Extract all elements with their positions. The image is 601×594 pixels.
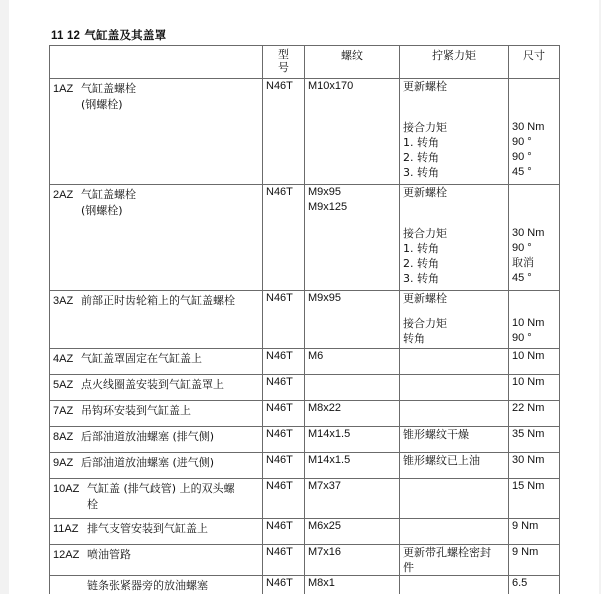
table-header-row (50, 46, 560, 79)
cell-description: 1AZ 气缸盖螺栓 (钢螺栓) (50, 79, 263, 185)
table-row (50, 479, 560, 519)
cell-thread: M9x95 (305, 291, 400, 349)
cell-description: 7AZ 吊钩环安装到气缸盖上 (50, 401, 263, 427)
cell-model: N46T (263, 576, 305, 594)
table-row (50, 545, 560, 576)
cell-size: 22 Nm (509, 401, 560, 427)
cell-torque: 锥形螺纹已上油 (400, 453, 509, 479)
cell-model: N46T (263, 545, 305, 576)
table-row (50, 519, 560, 545)
cell-model: N46T (263, 401, 305, 427)
cell-size: 30 Nm (509, 453, 560, 479)
cell-thread: M14x1.5 (305, 453, 400, 479)
cell-model: N46T (263, 427, 305, 453)
cell-size: 10 Nm (509, 375, 560, 401)
cell-thread: M10x170 (305, 79, 400, 185)
cell-size: 30 Nm 90 ° 取消 45 ° (509, 185, 560, 291)
cell-thread: M9x95 M9x125 (305, 185, 400, 291)
cell-description: 11AZ 排气支管安装到气缸盖上 (50, 519, 263, 545)
cell-model: N46T (263, 79, 305, 185)
header-thread: 螺纹 (305, 46, 400, 79)
table-row (50, 185, 560, 291)
cell-model: N46T (263, 185, 305, 291)
cell-size: 30 Nm 90 ° 90 ° 45 ° (509, 79, 560, 185)
cell-torque (400, 375, 509, 401)
cell-model: N46T (263, 349, 305, 375)
table-row (50, 427, 560, 453)
table-row (50, 291, 560, 349)
cell-thread: M7x37 (305, 479, 400, 519)
section-title (51, 27, 166, 43)
cell-description: 2AZ 气缸盖螺栓 (钢螺栓) (50, 185, 263, 291)
cell-description: 8AZ 后部油道放油螺塞 (排气侧) (50, 427, 263, 453)
header-torque: 拧紧力矩 (400, 46, 509, 79)
table-row (50, 401, 560, 427)
cell-thread: M6x25 (305, 519, 400, 545)
section-title-text: 气缸盖及其盖罩 (84, 28, 167, 42)
cell-model: N46T (263, 291, 305, 349)
torque-spec-table (49, 45, 560, 594)
cell-thread: M14x1.5 (305, 427, 400, 453)
cell-thread (305, 375, 400, 401)
cell-size: 6.5 (509, 576, 560, 594)
cell-torque (400, 349, 509, 375)
cell-description: 12AZ 喷油管路 (50, 545, 263, 576)
cell-size: 15 Nm (509, 479, 560, 519)
cell-torque: 更新螺栓 接合力矩 1. 转角 2. 转角 3. 转角 (400, 185, 509, 291)
cell-torque: 更新螺栓 接合力矩 1. 转角 2. 转角 3. 转角 (400, 79, 509, 185)
cell-torque: 更新螺栓 接合力矩 转角 (400, 291, 509, 349)
table-row (50, 349, 560, 375)
section-number: 11 12 (51, 30, 81, 42)
cell-description: 3AZ 前部正时齿轮箱上的气缸盖螺栓 (50, 291, 263, 349)
cell-description: 10AZ 气缸盖 (排气歧管) 上的双头螺 栓 (50, 479, 263, 519)
header-size: 尺寸 (509, 46, 560, 79)
cell-torque (400, 479, 509, 519)
header-blank (50, 46, 263, 79)
cell-size: 35 Nm (509, 427, 560, 453)
cell-thread: M8x22 (305, 401, 400, 427)
cell-description: 5AZ 点火线圈盖安装到气缸盖罩上 (50, 375, 263, 401)
table-row (50, 375, 560, 401)
cell-description: 链条张紧器旁的放油螺塞 (50, 576, 263, 594)
cell-model: N46T (263, 375, 305, 401)
cell-torque: 锥形螺纹干燥 (400, 427, 509, 453)
cell-size: 10 Nm 90 ° (509, 291, 560, 349)
cell-torque: 更新带孔螺栓密封 件 (400, 545, 509, 576)
table-row (50, 79, 560, 185)
header-model: 型号 (263, 46, 305, 79)
cell-thread: M7x16 (305, 545, 400, 576)
table-row (50, 453, 560, 479)
cell-model: N46T (263, 453, 305, 479)
cell-torque (400, 401, 509, 427)
document-page (9, 0, 599, 594)
cell-model: N46T (263, 479, 305, 519)
cell-torque (400, 576, 509, 594)
cell-size: 9 Nm (509, 519, 560, 545)
cell-size: 9 Nm (509, 545, 560, 576)
cell-description: 9AZ 后部油道放油螺塞 (进气侧) (50, 453, 263, 479)
table-row (50, 576, 560, 594)
cell-size: 10 Nm (509, 349, 560, 375)
cell-thread: M8x1 (305, 576, 400, 594)
cell-model: N46T (263, 519, 305, 545)
cell-description: 4AZ 气缸盖罩固定在气缸盖上 (50, 349, 263, 375)
cell-torque (400, 519, 509, 545)
cell-thread: M6 (305, 349, 400, 375)
